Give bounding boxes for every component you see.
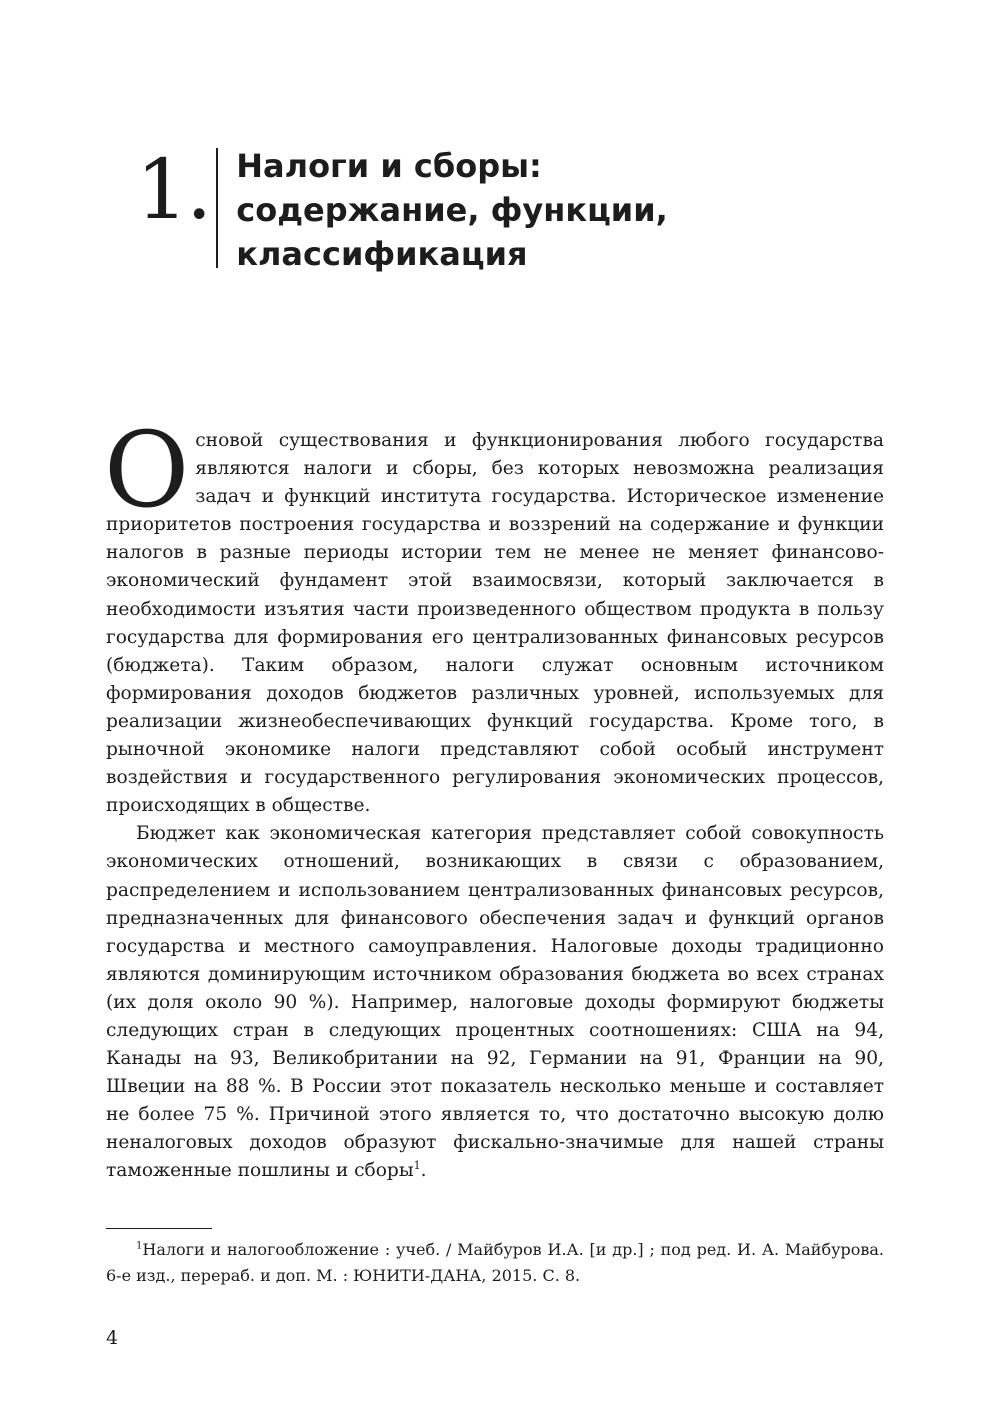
paragraph-2 [106,820,884,1185]
paragraph-2-end: . [420,1160,427,1182]
paragraph-2-text: Бюджет как экономическая категория представляет собой совокупность экономических отношений, возникающих в связи с образованием, распределением и использованием централизованных финансовых ресурсов, предназначенных для финансового обеспечения задач и функций органов государства и местного самоуправления. Налоговые доходы традиционно являются доминирующим источником образования бюджета во всех странах (их доля около 90 %). Например, налоговые доходы формируют бюджеты следующих стран в следующих процентных соотношениях: США на 94, Канады на 93, Великобритании на 92, Германии на 91, Франции на 90, Швеции на 88 %. В России этот показатель несколько меньше и составляет не более 75 %. Причиной этого является то, что достаточно высокую долю неналоговых доходов образуют фискально-значимые для нашей страны таможенные пошлины и сборы [106,823,884,1182]
paragraph-1-text: сновой существования и функционирования любого государства являются налоги и сборы, без которых невозможна реализация задач и функций института государства. Историческое изменение приоритетов построения государства и воззрений на содержание и функции налогов в разные периоды истории тем не менее не меняет финансово-экономический фундамент этой взаимосвязи, который заключается в необходимости изъятия части произведенного обществом продукта в пользу государства для формирования его централизованных финансовых ресурсов (бюджета). Таким образом, налоги служат основным источником формирования доходов бюджетов различных уровней, используемых для реализации жизнеобеспечивающих функций государства. Кроме того, в рыночной экономике налоги представляют собой особый инструмент воздействия и государственного регулирования экономических процессов, происходящих в обществе. [106,430,884,817]
footnote-text: Налоги и налогообложение : учеб. / Майбуров И.А. [и др.] ; под ред. И. А. Майбурова. 6-е изд., перераб. и доп. М. : ЮНИТИ-ДАНА, 2015. С. 8. [106,1240,884,1285]
footnote-mark: 1 [136,1240,143,1252]
drop-cap: О [104,409,190,531]
body-text [104,409,884,1186]
chapter-heading [136,143,668,276]
chapter-title-line: содержание, функции, [236,191,668,229]
paragraph-1 [104,409,884,820]
footnote-reference[interactable]: 1 [413,1159,421,1173]
chapter-title [236,144,668,276]
chapter-divider [216,148,218,268]
chapter-title-line: Налоги и сборы: [236,147,542,185]
footnote-divider [106,1228,212,1229]
chapter-number: 1. [136,143,211,238]
footnote [106,1237,884,1289]
page-number: 4 [106,1327,119,1349]
chapter-title-line: классификация [236,235,528,273]
